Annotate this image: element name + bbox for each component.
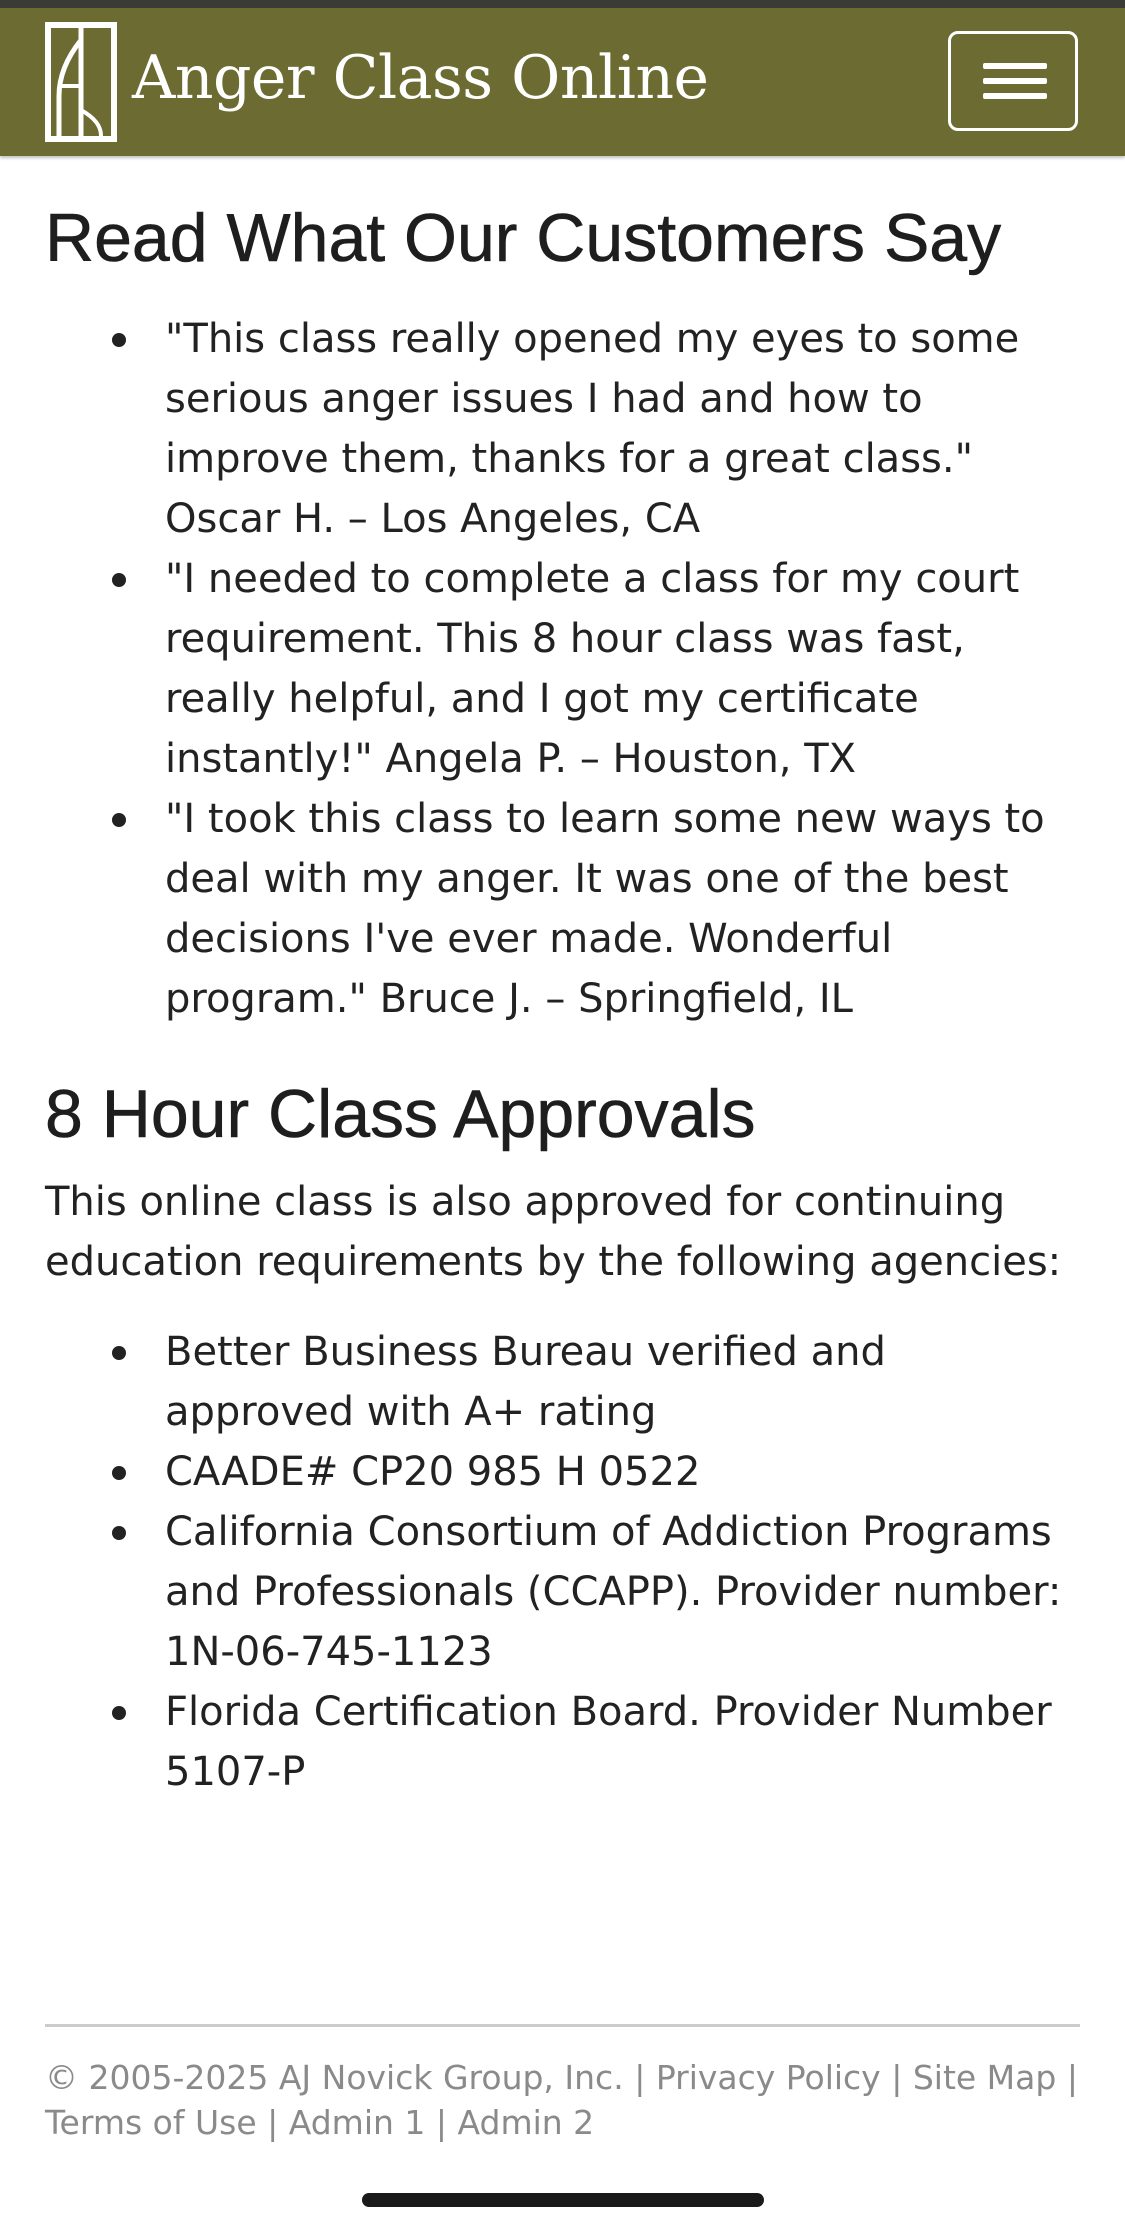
approvals-section: [45, 1076, 1080, 1802]
site-map-link[interactable]: Site Map: [912, 2058, 1057, 2097]
footer: [45, 2055, 1080, 2145]
footer-divider: [45, 2024, 1080, 2027]
approvals-heading: 8 Hour Class Approvals: [45, 1076, 756, 1152]
footer-separator: |: [623, 2058, 656, 2097]
privacy-policy-link[interactable]: Privacy Policy: [655, 2058, 881, 2097]
brand-name[interactable]: Anger Class Online: [132, 43, 709, 113]
footer-separator: |: [1056, 2058, 1078, 2097]
approvals-list: [45, 1322, 1080, 1802]
approval-item: CAADE# CP20 985 H 0522: [165, 1442, 1080, 1502]
testimonials-list: [45, 309, 1080, 1029]
testimonials-heading: Read What Our Customers Say: [45, 200, 1002, 276]
footer-separator: |: [425, 2103, 458, 2142]
terms-of-use-link[interactable]: Terms of Use: [45, 2103, 257, 2142]
menu-toggle-button[interactable]: [948, 31, 1078, 131]
admin-2-link[interactable]: Admin 2: [457, 2103, 595, 2142]
approval-item: Florida Certification Board. Provider Number 5107-P: [165, 1682, 1080, 1802]
testimonials-section: [45, 200, 1080, 1029]
main-content: [45, 156, 1080, 1802]
navbar: [0, 8, 1125, 156]
approval-item: California Consortium of Addiction Programs and Professionals (CCAPP). Provider number: 1N-06-745-1123: [165, 1502, 1080, 1682]
approvals-intro: This online class is also approved for continuing education requirements by the following agencies:: [45, 1179, 1062, 1285]
testimonial-item: "I took this class to learn some new ways to deal with my anger. It was one of the best decisions I've ever made. Wonderful program." Bruce J. – Springfield, IL: [165, 789, 1080, 1029]
footer-separator: |: [256, 2103, 289, 2142]
footer-separator: |: [880, 2058, 913, 2097]
status-strip: [0, 0, 1125, 8]
logo-icon[interactable]: [45, 22, 117, 142]
admin-1-link[interactable]: Admin 1: [288, 2103, 426, 2142]
approval-item: Better Business Bureau verified and approved with A+ rating: [165, 1322, 1080, 1442]
testimonial-item: "This class really opened my eyes to some serious anger issues I had and how to improve them, thanks for a great class." Oscar H. – Los Angeles, CA: [165, 309, 1080, 549]
home-indicator[interactable]: [362, 2193, 764, 2207]
copyright-text: © 2005-2025 AJ Novick Group, Inc.: [45, 2058, 624, 2097]
testimonial-item: "I needed to complete a class for my court requirement. This 8 hour class was fast, really helpful, and I got my certificate instantly!" Angela P. – Houston, TX: [165, 549, 1080, 789]
